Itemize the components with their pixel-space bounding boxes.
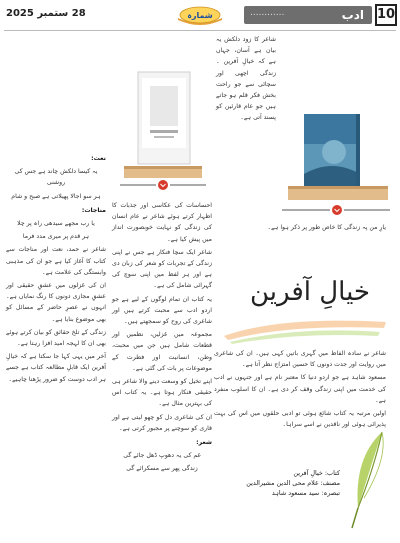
credit-reviewer: تبصرہ: سید مسعود شاہد (271, 489, 340, 497)
banner-dots: ............ (250, 8, 285, 18)
issue-date: 28 ستمبر 2025 (6, 8, 86, 19)
verse-line: ہر سو اجالا پھیلاتی ہے صبح و شام (11, 192, 101, 200)
credit-book: کتاب: خیالِ آفرین (293, 469, 340, 477)
section-banner (244, 6, 372, 24)
naat-heading: نعت: (91, 155, 106, 162)
page-number: 10 (375, 4, 397, 26)
book-display-right (282, 108, 390, 218)
newspaper-logo (176, 4, 224, 28)
paragraph: شاعر کا زود دلکش یہ بیان ہے آسان، جہاں ہے کہ خیالِ آفرین ۔ زندگی اچھی اور سچائی سے جو راحت بخش فکر قلم ہو جاتے ہیں جو عام قارئین کو پسند آتی ہے۔ (216, 36, 276, 122)
feature-title: خیالِ آفرین (249, 277, 371, 307)
paragraph: مجموعہ میں غزلیں، نظمیں اور قطعات شامل ہیں جن میں محبت، وطن، انسانیت اور فطرت کے موضوعات پر بات کی گئی ہے۔ (112, 331, 212, 372)
article-column-mid (112, 200, 212, 530)
article-column-left (6, 150, 106, 530)
paragraph: یہ کتاب ان تمام لوگوں کے لیے ہے جو اردو ادب سے محبت کرتے ہیں اور شاعری کی روح کو سمجھتے ہیں۔ (112, 295, 212, 326)
paragraph: مسعود شاہد ہے جو اردو دنیا کا معتبر نام ہے اور جنہوں نے ادب کی خدمت میں اپنی زندگی وقف کر دی ہے۔ ان کا اسلوب منفرد ہے۔ (214, 374, 386, 404)
book-credits (220, 468, 340, 516)
feather-quill-icon (344, 428, 392, 532)
munajat-heading: مناجات: (81, 206, 106, 214)
verse-line: ہر قدم پر میری مدد فرما (22, 233, 90, 241)
article-column-right-upper (216, 34, 276, 122)
paragraph: یارِ من پہ زندگی کا خاص طور پر ذکر ہوا ہے۔ (267, 224, 386, 231)
page-header (0, 0, 400, 30)
verse-line: غم کی یہ دھوپ ڈھل جائے گی (123, 452, 201, 460)
paragraph: زندگی کے تلخ حقائق کو بیان کرتے ہوئے بھی ان کا لہجہ امید افزا رہتا ہے۔ (6, 328, 106, 348)
credit-author: مصنف: غلام محی الدین مشیرالدین (246, 479, 340, 487)
paragraph: ان کی شاعری دل کو چھو لیتی ہے اور قاری کو سوچنے پر مجبور کرتی ہے۔ (112, 413, 212, 432)
paragraph: شاعر نے حمد، نعت اور مناجات سے کتاب کا آغاز کیا ہے جو ان کی مذہبی وابستگی کی علامت ہے۔ (6, 246, 106, 276)
header-rule (4, 30, 396, 31)
verse-heading: شعر: (196, 439, 212, 447)
paragraph: آخر میں یہی کہا جا سکتا ہے کہ خیالِ آفرین ایک قابلِ مطالعہ کتاب ہے جسے ہر ادب دوست کو ضرور پڑھنا چاہیے۔ (6, 353, 106, 383)
paragraph: شاعر ایک سچا فنکار ہے جس نے اپنی زندگی کے تجربات کو شعر کی زبان دی ہے اور ہر لفظ میں اپنی سوچ کی گہرائی شامل کی ہے۔ (112, 248, 212, 290)
paragraph: اولین مرتبہ یہ کتاب شائع ہوئی تو ادبی حلقوں میں اس کی بہت پذیرائی ہوئی اور ناقدین نے اسے سراہا۔ (214, 410, 386, 429)
verse-line: زندگی پھر سے مسکرائے گی (126, 465, 198, 473)
article-column-right (216, 222, 386, 268)
book-display-top (120, 68, 206, 194)
logo-text: شمارہ (187, 11, 213, 20)
verse-line: یہ کیسا دلکش چاند ہے جس کی روشنی (14, 168, 98, 187)
paragraph: احساسات کی عکاسی اور جذبات کا اظہار کرتے ہوئے شاعر نے عام انسان کی زندگی کو نہایت خوبصورت انداز میں پیش کیا ہے۔ (112, 202, 212, 243)
paragraph: شاعر نے سادہ الفاظ میں گہری باتیں کہی ہیں۔ ان کی شاعری میں روایت اور جدت دونوں کا حسین امتزاج نظر آتا ہے۔ (214, 350, 386, 369)
brush-stroke-decoration (220, 308, 390, 344)
paragraph: اپنے تخیل کو وسعت دینے والا شاعر ہی حقیقی فنکار ہوتا ہے۔ یہ کتاب اس کی بہترین مثال ہے۔ (112, 378, 212, 408)
paragraph: ان کی غزلوں میں عشقِ حقیقی اور عشقِ مجازی دونوں کا رنگ نمایاں ہے۔ انہوں نے عصرِ حاضر کے مسائل کو بھی موضوع بنایا ہے۔ (6, 282, 106, 323)
section-title: ادب (341, 8, 364, 22)
verse-line: یا رب مجھے سیدھی راہ پر چلا (17, 220, 95, 228)
